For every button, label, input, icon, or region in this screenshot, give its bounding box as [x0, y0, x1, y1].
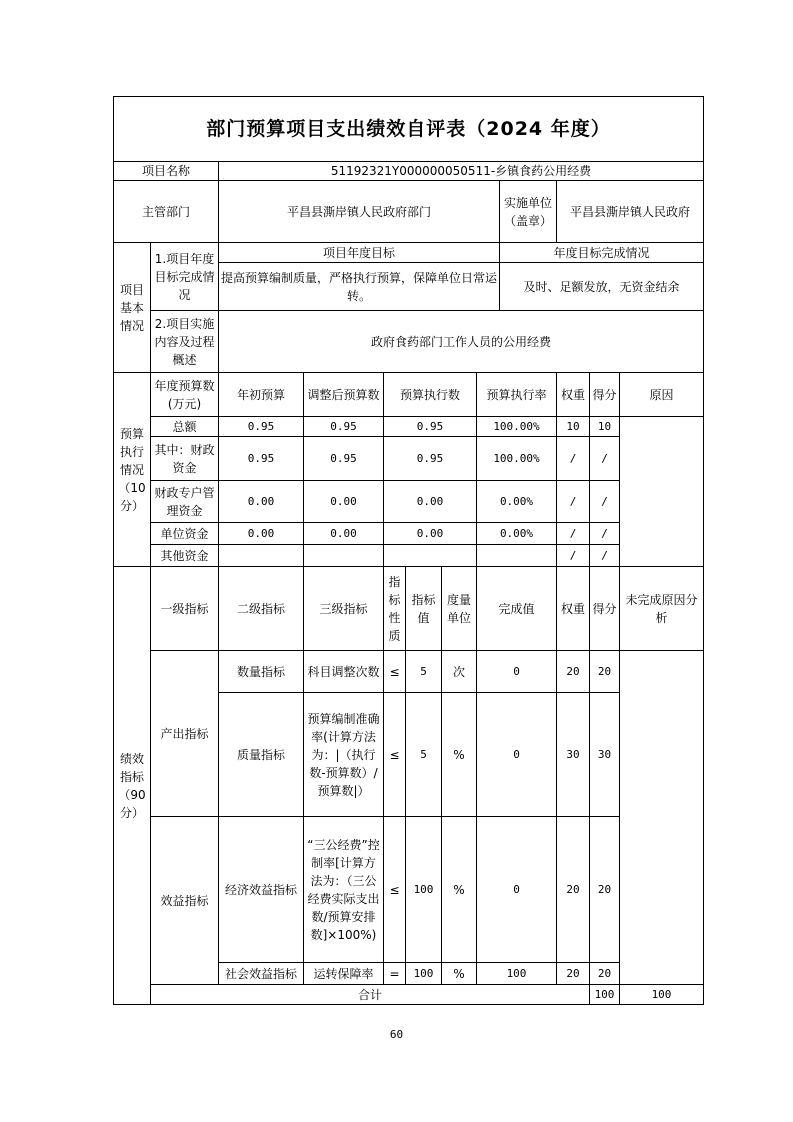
score-value: 20 — [590, 963, 620, 985]
weight-value: 30 — [557, 693, 590, 817]
actual-header: 完成值 — [477, 567, 557, 651]
indicator-value: 100 — [406, 963, 442, 985]
budget-row — [114, 545, 704, 567]
indicator-value: 5 — [406, 651, 442, 693]
actual-value: 0 — [477, 651, 557, 693]
rate-value: 0.00% — [477, 523, 557, 545]
perf-score-header: 得分 — [590, 567, 620, 651]
impl-unit-value: 平昌县澌岸镇人民政府 — [557, 181, 704, 243]
impl-text: 政府食药部门工作人员的公用经费 — [219, 311, 704, 373]
total-label: 合计 — [151, 985, 590, 1005]
rate-value — [477, 545, 557, 567]
impl-unit-label: 实施单位（盖章） — [500, 181, 557, 243]
weight-value: 20 — [557, 963, 590, 985]
indicator-value: 5 — [406, 693, 442, 817]
budget-row-label: 单位资金 — [151, 523, 219, 545]
budget-reason-value — [620, 417, 704, 567]
budget-row — [114, 523, 704, 545]
output-indicator-label: 产出指标 — [151, 651, 219, 817]
completion-text: 及时、足额发放，无资金结余 — [500, 263, 704, 311]
budget-row — [114, 481, 704, 523]
adjusted-value: 0.95 — [304, 417, 384, 437]
budget-score-header: 得分 — [590, 373, 620, 417]
unit-value: 次 — [442, 651, 477, 693]
adjusted-value — [304, 545, 384, 567]
initial-value: 0.95 — [219, 417, 304, 437]
level1-header: 一级指标 — [151, 567, 219, 651]
weight-value: 20 — [557, 651, 590, 693]
unfinished-reason-header: 未完成原因分析 — [620, 567, 704, 651]
page-number: 60 — [389, 1028, 404, 1041]
score-value: / — [590, 545, 620, 567]
budget-weight-header: 权重 — [557, 373, 590, 417]
basic-info-section-label: 项目基本情况 — [114, 243, 151, 373]
budget-row-label: 其他资金 — [151, 545, 219, 567]
executed-value: 0.00 — [384, 481, 477, 523]
nature-header: 指标性质 — [384, 567, 406, 651]
indicator-row — [114, 817, 704, 963]
nature-value: = — [384, 963, 406, 985]
performance-section-label: 绩效指标（90分） — [114, 567, 151, 1005]
indicator-row — [114, 651, 704, 693]
dept-label: 主管部门 — [114, 181, 219, 243]
budget-row-label: 其中：财政资金 — [151, 437, 219, 481]
actual-value: 100 — [477, 963, 557, 985]
table-title: 部门预算项目支出绩效自评表（2024 年度） — [114, 97, 704, 162]
execution-rate-header: 预算执行率 — [477, 373, 557, 417]
rate-value: 100.00% — [477, 437, 557, 481]
perf-weight-header: 权重 — [557, 567, 590, 651]
level2-header: 二级指标 — [219, 567, 304, 651]
budget-row — [114, 417, 704, 437]
score-value: / — [590, 523, 620, 545]
completion-header: 年度目标完成情况 — [500, 243, 704, 263]
nature-value: ≤ — [384, 651, 406, 693]
total-score: 100 — [620, 985, 704, 1005]
score-value: 20 — [590, 817, 620, 963]
executed-budget-header: 预算执行数 — [384, 373, 477, 417]
score-value: 10 — [590, 417, 620, 437]
unit-value: % — [442, 693, 477, 817]
adjusted-value: 0.00 — [304, 523, 384, 545]
goal-label: 1.项目年度目标完成情况 — [151, 243, 219, 311]
rate-value: 100.00% — [477, 417, 557, 437]
dept-value: 平昌县澌岸镇人民政府部门 — [219, 181, 500, 243]
goal-header: 项目年度目标 — [219, 243, 500, 263]
rate-value: 0.00% — [477, 481, 557, 523]
budget-row — [114, 437, 704, 481]
nature-value: ≤ — [384, 693, 406, 817]
actual-value: 0 — [477, 693, 557, 817]
benefit-indicator-label: 效益指标 — [151, 817, 219, 985]
project-name-value: 51192321Y000000050511-乡镇食药公用经费 — [219, 162, 704, 181]
unit-value: % — [442, 817, 477, 963]
value-header: 指标值 — [406, 567, 442, 651]
executed-value: 0.95 — [384, 437, 477, 481]
budget-reason-header: 原因 — [620, 373, 704, 417]
weight-value: / — [557, 523, 590, 545]
impl-label: 2.项目实施内容及过程概述 — [151, 311, 219, 373]
evaluation-table — [113, 96, 704, 1005]
budget-row-label: 财政专户管理资金 — [151, 481, 219, 523]
unit-value: % — [442, 963, 477, 985]
weight-value: 20 — [557, 817, 590, 963]
actual-value: 0 — [477, 817, 557, 963]
level3-header: 三级指标 — [304, 567, 384, 651]
unit-header: 度量单位 — [442, 567, 477, 651]
unfinished-reason-value — [620, 651, 704, 985]
initial-value — [219, 545, 304, 567]
weight-value: / — [557, 545, 590, 567]
adjusted-value: 0.95 — [304, 437, 384, 481]
weight-value: / — [557, 437, 590, 481]
executed-value: 0.00 — [384, 523, 477, 545]
level2-value: 经济效益指标 — [219, 817, 304, 963]
weight-value: 10 — [557, 417, 590, 437]
weight-value: / — [557, 481, 590, 523]
initial-value: 0.00 — [219, 481, 304, 523]
level3-value: 科目调整次数 — [304, 651, 384, 693]
level3-value: 预算编制准确率(计算方法为：|（执行数-预算数）/预算数|） — [304, 693, 384, 817]
score-value: 30 — [590, 693, 620, 817]
adjusted-value: 0.00 — [304, 481, 384, 523]
budget-section-label: 预算执行情况（10分） — [114, 373, 151, 567]
level2-value: 社会效益指标 — [219, 963, 304, 985]
initial-value: 0.95 — [219, 437, 304, 481]
project-name-label: 项目名称 — [114, 162, 219, 181]
level2-value: 数量指标 — [219, 651, 304, 693]
goal-text: 提高预算编制质量，严格执行预算，保障单位日常运转。 — [219, 263, 500, 311]
nature-value: ≤ — [384, 817, 406, 963]
budget-amount-header: 年度预算数(万元) — [151, 373, 219, 417]
initial-budget-header: 年初预算 — [219, 373, 304, 417]
level2-value: 质量指标 — [219, 693, 304, 817]
executed-value — [384, 545, 477, 567]
level3-value: “三公经费”控制率[计算方法为：（三公经费实际支出数/预算安排数]×100%) — [304, 817, 384, 963]
level3-value: 运转保障率 — [304, 963, 384, 985]
initial-value: 0.00 — [219, 523, 304, 545]
score-value: 20 — [590, 651, 620, 693]
total-weight: 100 — [590, 985, 620, 1005]
adjusted-budget-header: 调整后预算数 — [304, 373, 384, 417]
indicator-value: 100 — [406, 817, 442, 963]
budget-row-label: 总额 — [151, 417, 219, 437]
executed-value: 0.95 — [384, 417, 477, 437]
score-value: / — [590, 481, 620, 523]
score-value: / — [590, 437, 620, 481]
